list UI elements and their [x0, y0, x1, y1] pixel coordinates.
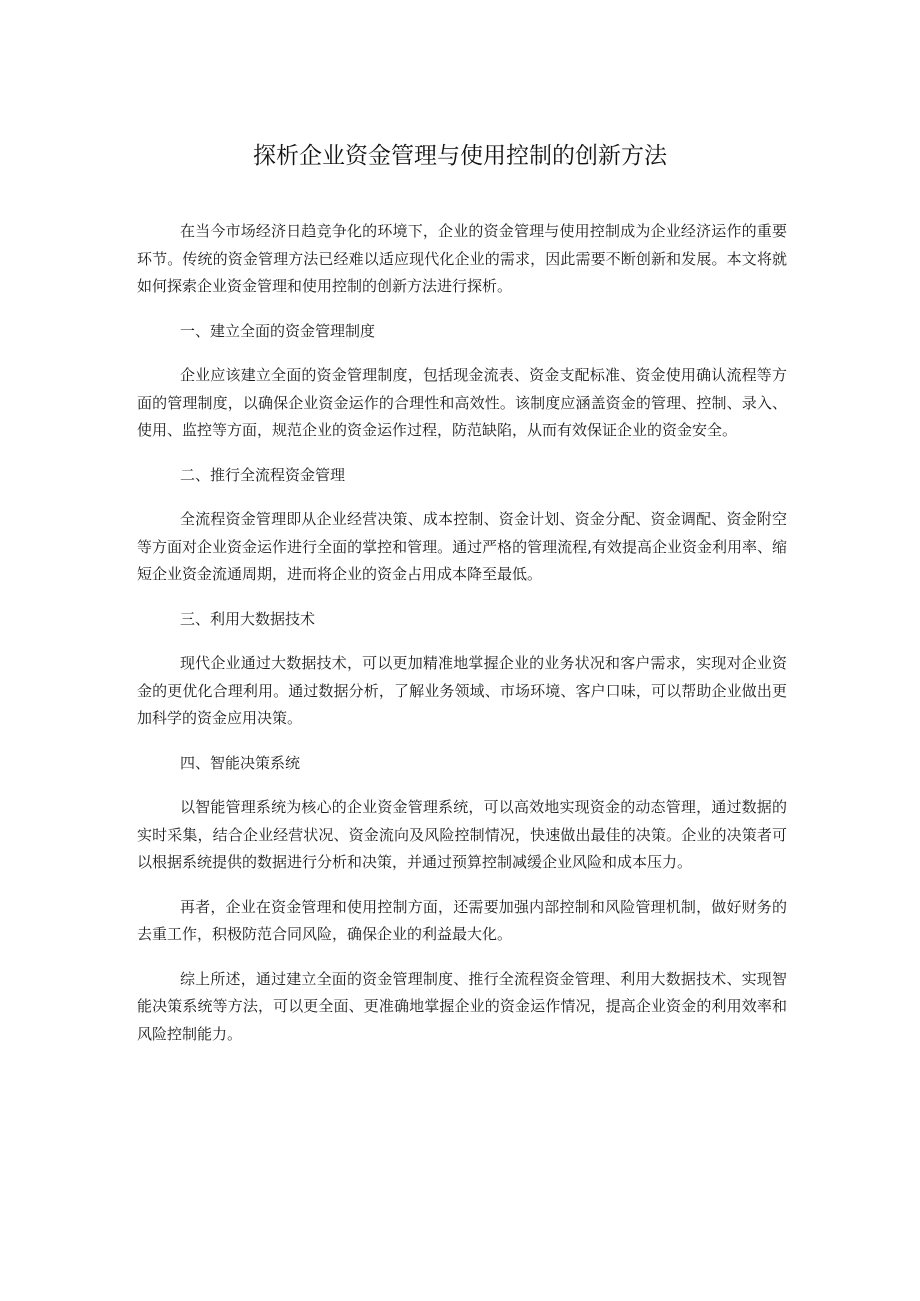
section-heading-2: 二、推行全流程资金管理 [180, 465, 346, 484]
section-body-4: 以智能管理系统为核心的企业资金管理系统，可以高效地实现资金的动态管理，通过数据的实时采集，结合企业经营状况、资金流向及风险控制情况，快速做出最佳的决策。企业的决策者可以根据系统提供的数据进行分析和决策，并通过预算控制减缓企业风险和成本压力。 [137, 798, 787, 871]
conclusion-paragraph: 综上所述，通过建立全面的资金管理制度、推行全流程资金管理、利用大数据技术、实现智能决策系统等方法，可以更全面、更准确地掌握企业的资金运作情况，提高企业资金的利用效率和风险控制能力。 [137, 969, 787, 1043]
section-heading-1: 一、建立全面的资金管理制度 [180, 321, 376, 340]
document-body [137, 218, 787, 1065]
section-body-2: 全流程资金管理即从企业经营决策、成本控制、资金计划、资金分配、资金调配、资金附空等方面对企业资金运作进行全面的掌控和管理。通过严格的管理流程,有效提高企业资金利用率、缩短企业资金流通周期，进而将企业的资金占用成本降至最低。 [137, 510, 787, 583]
additional-paragraph: 再者，企业在资金管理和使用控制方面，还需要加强内部控制和风险管理机制，做好财务的去重工作，积极防范合同风险，确保企业的利益最大化。 [137, 897, 787, 943]
section-body-1: 企业应该建立全面的资金管理制度，包括现金流表、资金支配标准、资金使用确认流程等方面的管理制度，以确保企业资金运作的合理性和高效性。该制度应涵盖资金的管理、控制、录入、使用、监控等方面，规范企业的资金运作过程，防范缺陷，从而有效保证企业的资金安全。 [137, 366, 787, 439]
document-title: 探析企业资金管理与使用控制的创新方法 [253, 143, 667, 169]
section-heading-4: 四、智能决策系统 [180, 753, 301, 772]
intro-paragraph: 在当今市场经济日趋竞争化的环境下，企业的资金管理与使用控制成为企业经济运作的重要环节。传统的资金管理方法已经难以适应现代化企业的需求，因此需要不断创新和发展。本文将就如何探索企业资金管理和使用控制的创新方法进行探析。 [137, 222, 787, 295]
section-body-3: 现代企业通过大数据技术，可以更加精准地掌握企业的业务状况和客户需求，实现对企业资金的更优化合理利用。通过数据分析，了解业务领域、市场环境、客户口味，可以帮助企业做出更加科学的资金应用决策。 [137, 654, 787, 727]
section-heading-3: 三、利用大数据技术 [180, 609, 316, 628]
